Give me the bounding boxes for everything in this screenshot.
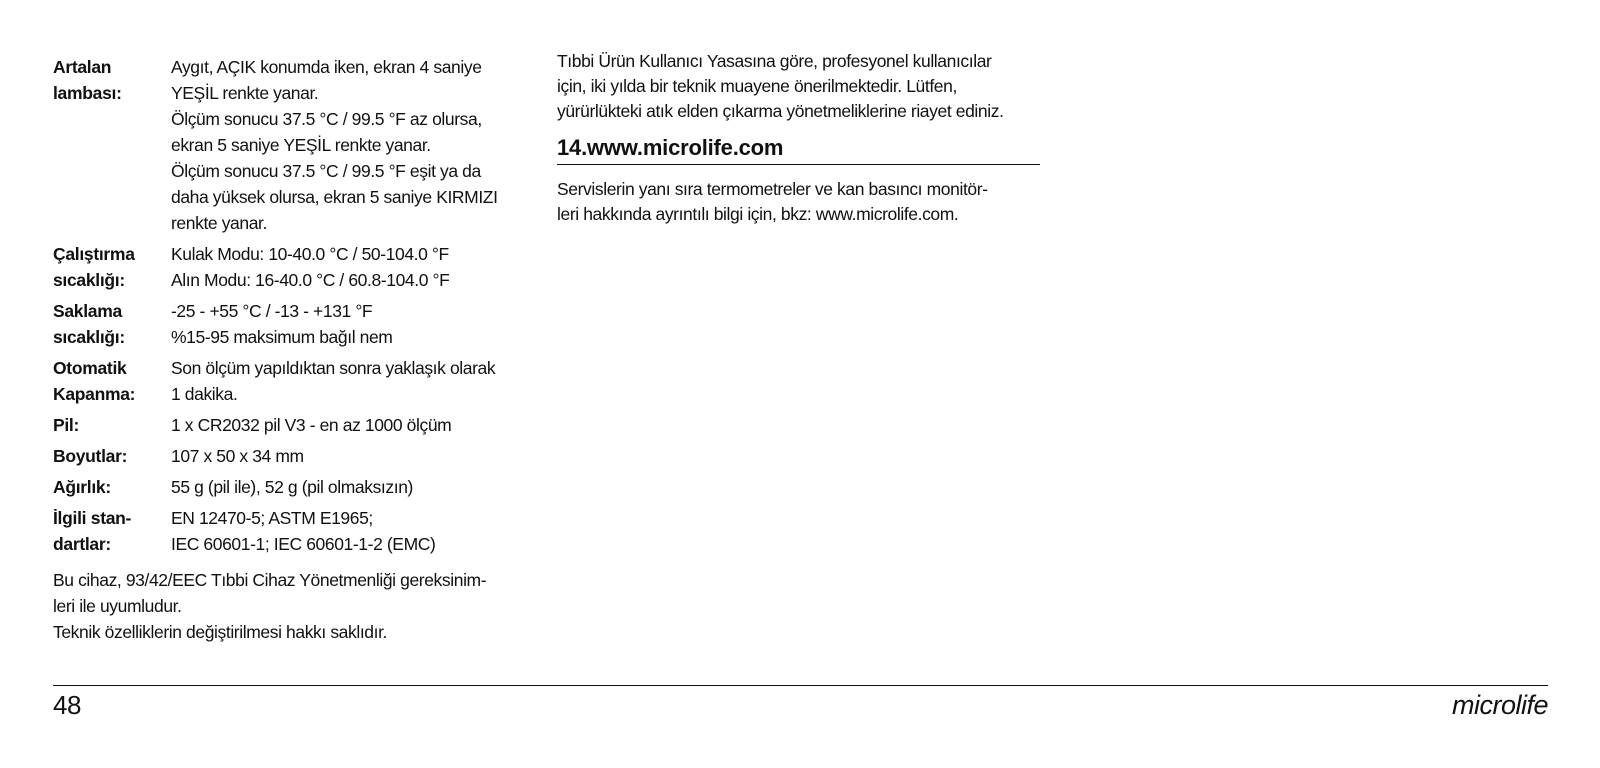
spec-value-line: Alın Modu: 16-40.0 °C / 60.8-104.0 °F bbox=[171, 270, 450, 290]
right-column bbox=[557, 49, 1040, 227]
spec-value bbox=[171, 412, 543, 438]
spec-row-weight bbox=[53, 474, 543, 500]
spec-label-line: Çalıştırma bbox=[53, 244, 135, 264]
spec-value-line: Son ölçüm yapıldıktan sonra yaklaşık olarak bbox=[171, 358, 496, 378]
spec-value-line: Ölçüm sonucu 37.5 °C / 99.5 °F eşit ya da bbox=[171, 161, 481, 181]
spec-value-line: ekran 5 saniye YEŞİL renkte yanar. bbox=[171, 135, 431, 155]
paragraph-line: leri hakkında ayrıntılı bilgi için, bkz: www.microlife.com. bbox=[557, 204, 959, 224]
spec-value bbox=[171, 54, 543, 236]
specifications-column bbox=[53, 54, 543, 645]
spec-label-line: Boyutlar: bbox=[53, 446, 128, 466]
spec-value-line: -25 - +55 °C / -13 - +131 °F bbox=[171, 301, 373, 321]
spec-row-dimensions bbox=[53, 443, 543, 469]
spec-value-line: EN 12470-5; ASTM E1965; bbox=[171, 508, 373, 528]
paragraph-line: Tıbbi Ürün Kullanıcı Yasasına göre, profesyonel kullanıcılar bbox=[557, 51, 992, 71]
note-line: Teknik özelliklerin değiştirilmesi hakkı saklıdır. bbox=[53, 622, 388, 642]
spec-row-standards bbox=[53, 505, 543, 557]
spec-label-line: dartlar: bbox=[53, 534, 111, 554]
spec-value bbox=[171, 443, 543, 469]
spec-value-line: 55 g (pil ile), 52 g (pil olmaksızın) bbox=[171, 477, 413, 497]
paragraph-line: Servislerin yanı sıra termometreler ve kan basıncı monitör- bbox=[557, 179, 988, 199]
note-line: leri ile uyumludur. bbox=[53, 596, 182, 616]
spec-label bbox=[53, 474, 171, 500]
section-heading: 14.www.microlife.com bbox=[557, 134, 1040, 165]
inspection-paragraph bbox=[557, 49, 1040, 124]
spec-value bbox=[171, 474, 543, 500]
spec-value-line: 1 x CR2032 pil V3 - en az 1000 ölçüm bbox=[171, 415, 452, 435]
spec-row-indicator-light bbox=[53, 54, 543, 236]
spec-value-line: daha yüksek olursa, ekran 5 saniye KIRMIZI bbox=[171, 187, 498, 207]
compliance-notes bbox=[53, 567, 543, 645]
spec-label bbox=[53, 241, 171, 293]
spec-label bbox=[53, 505, 171, 557]
spec-value-line: IEC 60601-1; IEC 60601-1-2 (EMC) bbox=[171, 534, 436, 554]
spec-label-line: Pil: bbox=[53, 415, 80, 435]
spec-value-line: YEŞİL renkte yanar. bbox=[171, 83, 319, 103]
spec-label bbox=[53, 443, 171, 469]
spec-value bbox=[171, 355, 543, 407]
spec-value bbox=[171, 298, 543, 350]
footer-divider bbox=[53, 685, 1548, 686]
spec-label bbox=[53, 54, 171, 236]
spec-label-line: sıcaklığı: bbox=[53, 270, 125, 290]
spec-value-line: renkte yanar. bbox=[171, 213, 267, 233]
spec-value-line: Kulak Modu: 10-40.0 °C / 50-104.0 °F bbox=[171, 244, 449, 264]
spec-value bbox=[171, 241, 543, 293]
spec-row-storage-temperature bbox=[53, 298, 543, 350]
brand-logo: microlife bbox=[1451, 690, 1548, 720]
spec-value-line: %15-95 maksimum bağıl nem bbox=[171, 327, 393, 347]
spec-label-line: sıcaklığı: bbox=[53, 327, 125, 347]
spec-label-line: İlgili stan- bbox=[53, 508, 132, 528]
paragraph-line: için, iki yılda bir teknik muayene önerilmektedir. Lütfen, bbox=[557, 76, 957, 96]
spec-value-line: Ölçüm sonucu 37.5 °C / 99.5 °F az olursa, bbox=[171, 109, 482, 129]
spec-row-auto-off bbox=[53, 355, 543, 407]
spec-label bbox=[53, 355, 171, 407]
note-line: Bu cihaz, 93/42/EEC Tıbbi Cihaz Yönetmenliği gereksinim- bbox=[53, 570, 487, 590]
page-number: 48 bbox=[53, 690, 81, 720]
spec-label-line: Artalan bbox=[53, 57, 112, 77]
spec-label-line: Saklama bbox=[53, 301, 122, 321]
spec-value-line: 1 dakika. bbox=[171, 384, 238, 404]
spec-label-line: Otomatik bbox=[53, 358, 127, 378]
spec-value-line: Aygıt, AÇIK konumda iken, ekran 4 saniye bbox=[171, 57, 482, 77]
paragraph-line: yürürlükteki atık elden çıkarma yönetmeliklerine riayet ediniz. bbox=[557, 101, 1004, 121]
spec-value bbox=[171, 505, 543, 557]
spec-label bbox=[53, 298, 171, 350]
spec-label-line: Kapanma: bbox=[53, 384, 136, 404]
spec-row-operating-temperature bbox=[53, 241, 543, 293]
website-paragraph bbox=[557, 177, 1040, 227]
spec-label-line: lambası: bbox=[53, 83, 122, 103]
spec-label bbox=[53, 412, 171, 438]
spec-value-line: 107 x 50 x 34 mm bbox=[171, 446, 304, 466]
spec-label-line: Ağırlık: bbox=[53, 477, 111, 497]
spec-row-battery bbox=[53, 412, 543, 438]
